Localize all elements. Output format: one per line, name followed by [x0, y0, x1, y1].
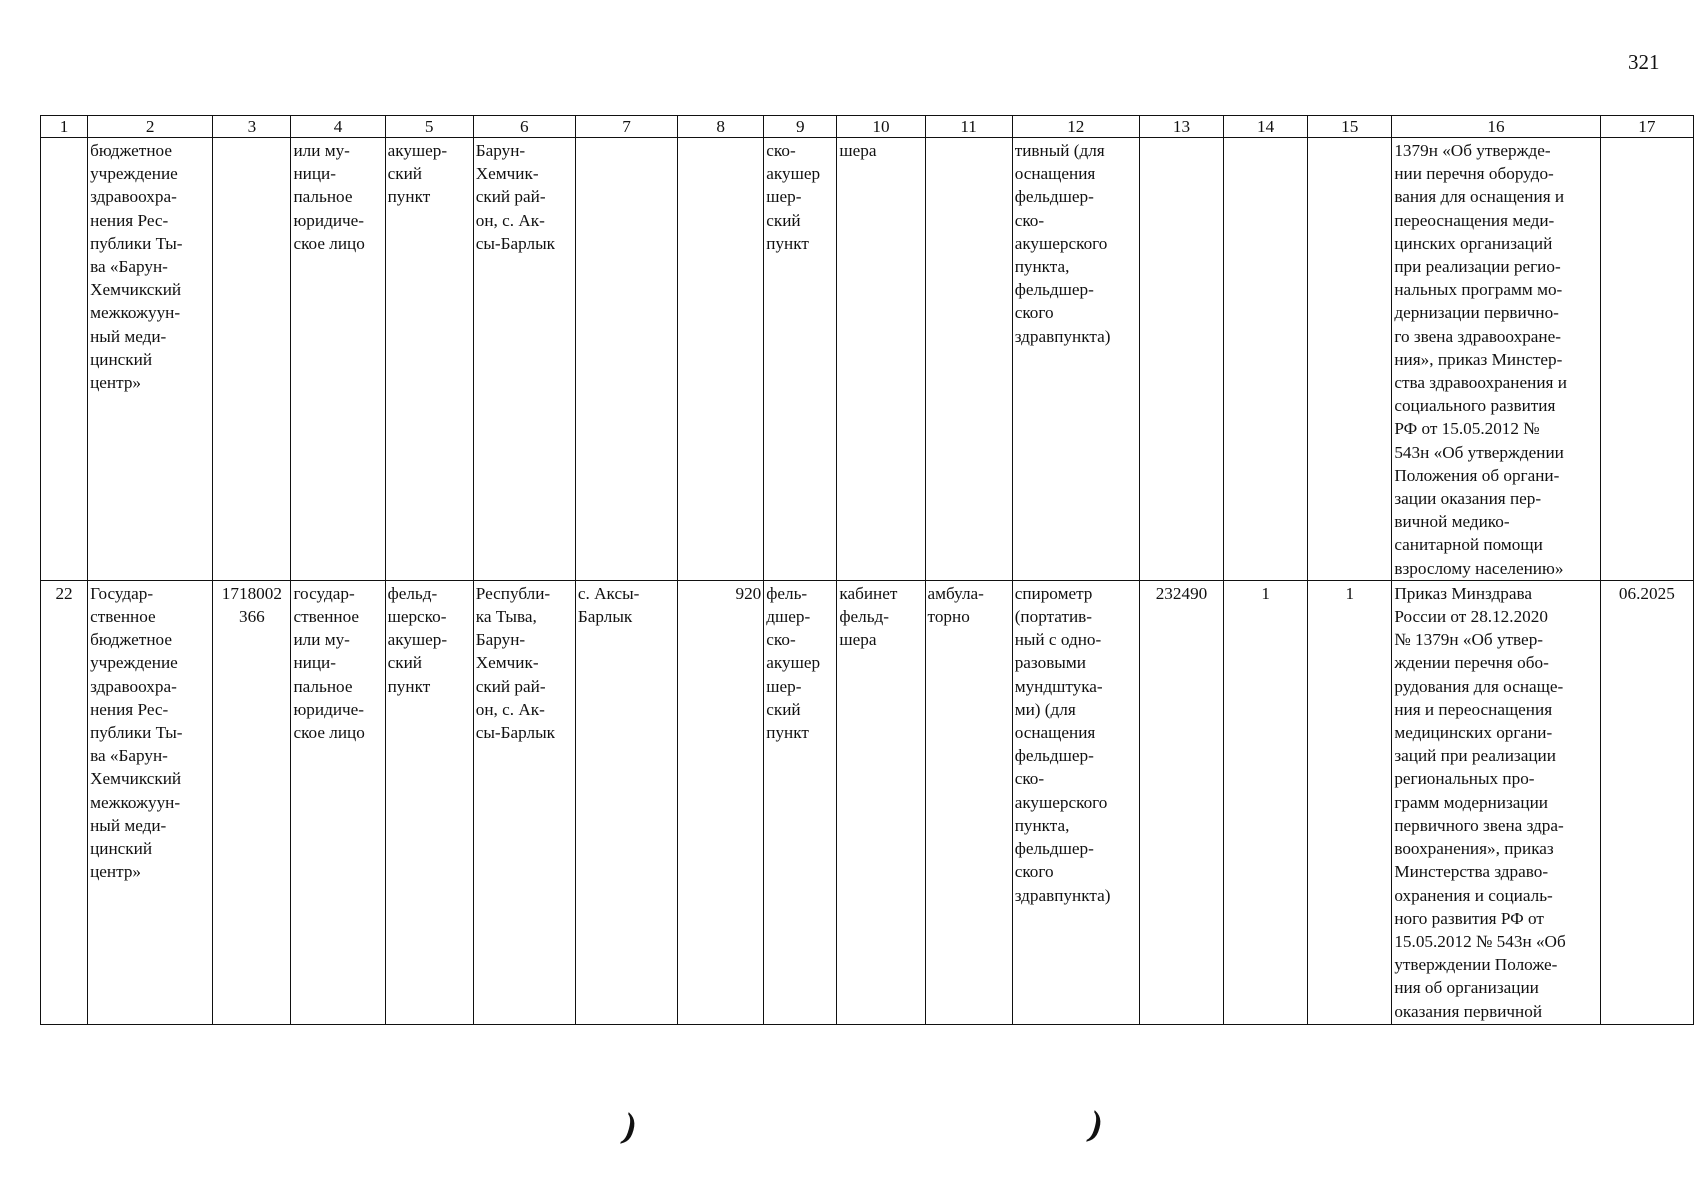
column-number-13: 13 — [1139, 116, 1223, 138]
column-number-8: 8 — [678, 116, 764, 138]
subdivision-cell: фель- дшер- ско- акушер шер- ский пункт — [764, 580, 837, 1024]
organization-name-cell: Государ- ственное бюджетное учреждение здравоохра- нения Рес- публики Ты- ва «Барун- Хемчикский межкожуун- ный меди- цинский центр» — [88, 580, 213, 1024]
column-number-7: 7 — [575, 116, 677, 138]
ink-mark: ) — [1085, 1103, 1107, 1145]
subdivision-cell: ско- акушер шер- ский пункт — [764, 138, 837, 581]
organization-name-cell: бюджетное учреждение здравоохра- нения Рес- публики Ты- ва «Барун- Хемчикский межкожуун- ный меди- цинский центр» — [88, 138, 213, 581]
facility-type-cell: акушер- ский пункт — [385, 138, 473, 581]
legal-basis-cell: 1379н «Об утвержде- нии перечня оборудо- вания для оснащения и переоснащения меди- цинских организаций при реализации регио- нальных программ мо- дернизации первично- го звена здравоохране- ния», приказ Минстер- ства здравоохранения и социального развития РФ от 15.05.2012 № 543н «Об утверждении Положения об органи- зации оказания пер- вичной медико- санитарной помощи взрослому населению» — [1392, 138, 1600, 581]
population-cell — [678, 138, 764, 581]
inn-cell — [213, 138, 291, 581]
quantity-total-cell — [1308, 138, 1392, 581]
price-cell — [1139, 138, 1223, 581]
quantity-cell: 1 — [1224, 580, 1308, 1024]
deadline-cell — [1600, 138, 1693, 581]
legal-form-cell: государ- ственное или му- ници- пальное юридиче- ское лицо — [291, 580, 385, 1024]
registry-table — [40, 115, 1694, 1025]
inn-cell: 1718002 366 — [213, 580, 291, 1024]
table-row — [41, 138, 1694, 581]
column-number-3: 3 — [213, 116, 291, 138]
column-number-6: 6 — [473, 116, 575, 138]
column-number-14: 14 — [1224, 116, 1308, 138]
column-number-1: 1 — [41, 116, 88, 138]
care-conditions-cell — [925, 138, 1012, 581]
deadline-cell: 06.2025 — [1600, 580, 1693, 1024]
room-cell: кабинет фельд- шера — [837, 580, 925, 1024]
column-number-row — [41, 116, 1694, 138]
column-number-10: 10 — [837, 116, 925, 138]
room-cell: шера — [837, 138, 925, 581]
column-number-4: 4 — [291, 116, 385, 138]
address-cell: Республи- ка Тыва, Барун- Хемчик- ский рай- он, с. Ак- сы-Барлык — [473, 580, 575, 1024]
legal-form-cell: или му- ници- пальное юридиче- ское лицо — [291, 138, 385, 581]
price-cell: 232490 — [1139, 580, 1223, 1024]
column-number-17: 17 — [1600, 116, 1693, 138]
table-row — [41, 580, 1694, 1024]
quantity-total-cell: 1 — [1308, 580, 1392, 1024]
column-number-11: 11 — [925, 116, 1012, 138]
population-cell: 920 — [678, 580, 764, 1024]
equipment-cell: спирометр (портатив- ный с одно- разовыми мундштука- ми) (для оснащения фельдшер- ско- акушерского пункта, фельдшер- ского здравпункта) — [1012, 580, 1139, 1024]
ink-mark: ) — [619, 1105, 641, 1147]
legal-basis-cell: Приказ Минздрава России от 28.12.2020 № 1379н «Об утвер- ждении перечня обо- рудования для оснаще- ния и переоснащения медицинских органи- заций при реализации региональных про- грамм модернизации первичного звена здра- воохранения», приказ Минстерства здраво- охранения и социаль- ного развития РФ от 15.05.2012 № 543н «Об утверждении Положе- ния об организации оказания первичной — [1392, 580, 1600, 1024]
column-number-12: 12 — [1012, 116, 1139, 138]
column-number-5: 5 — [385, 116, 473, 138]
care-conditions-cell: амбула- торно — [925, 580, 1012, 1024]
column-number-9: 9 — [764, 116, 837, 138]
page-number: 321 — [1628, 50, 1660, 74]
settlement-cell: с. Аксы- Барлык — [575, 580, 677, 1024]
row-number-cell — [41, 138, 88, 581]
equipment-cell: тивный (для оснащения фельдшер- ско- акушерского пункта, фельдшер- ского здравпункта) — [1012, 138, 1139, 581]
settlement-cell — [575, 138, 677, 581]
column-number-2: 2 — [88, 116, 213, 138]
address-cell: Барун- Хемчик- ский рай- он, с. Ак- сы-Барлык — [473, 138, 575, 581]
column-number-15: 15 — [1308, 116, 1392, 138]
column-number-16: 16 — [1392, 116, 1600, 138]
facility-type-cell: фельд- шерско- акушер- ский пункт — [385, 580, 473, 1024]
quantity-cell — [1224, 138, 1308, 581]
row-number-cell: 22 — [41, 580, 88, 1024]
